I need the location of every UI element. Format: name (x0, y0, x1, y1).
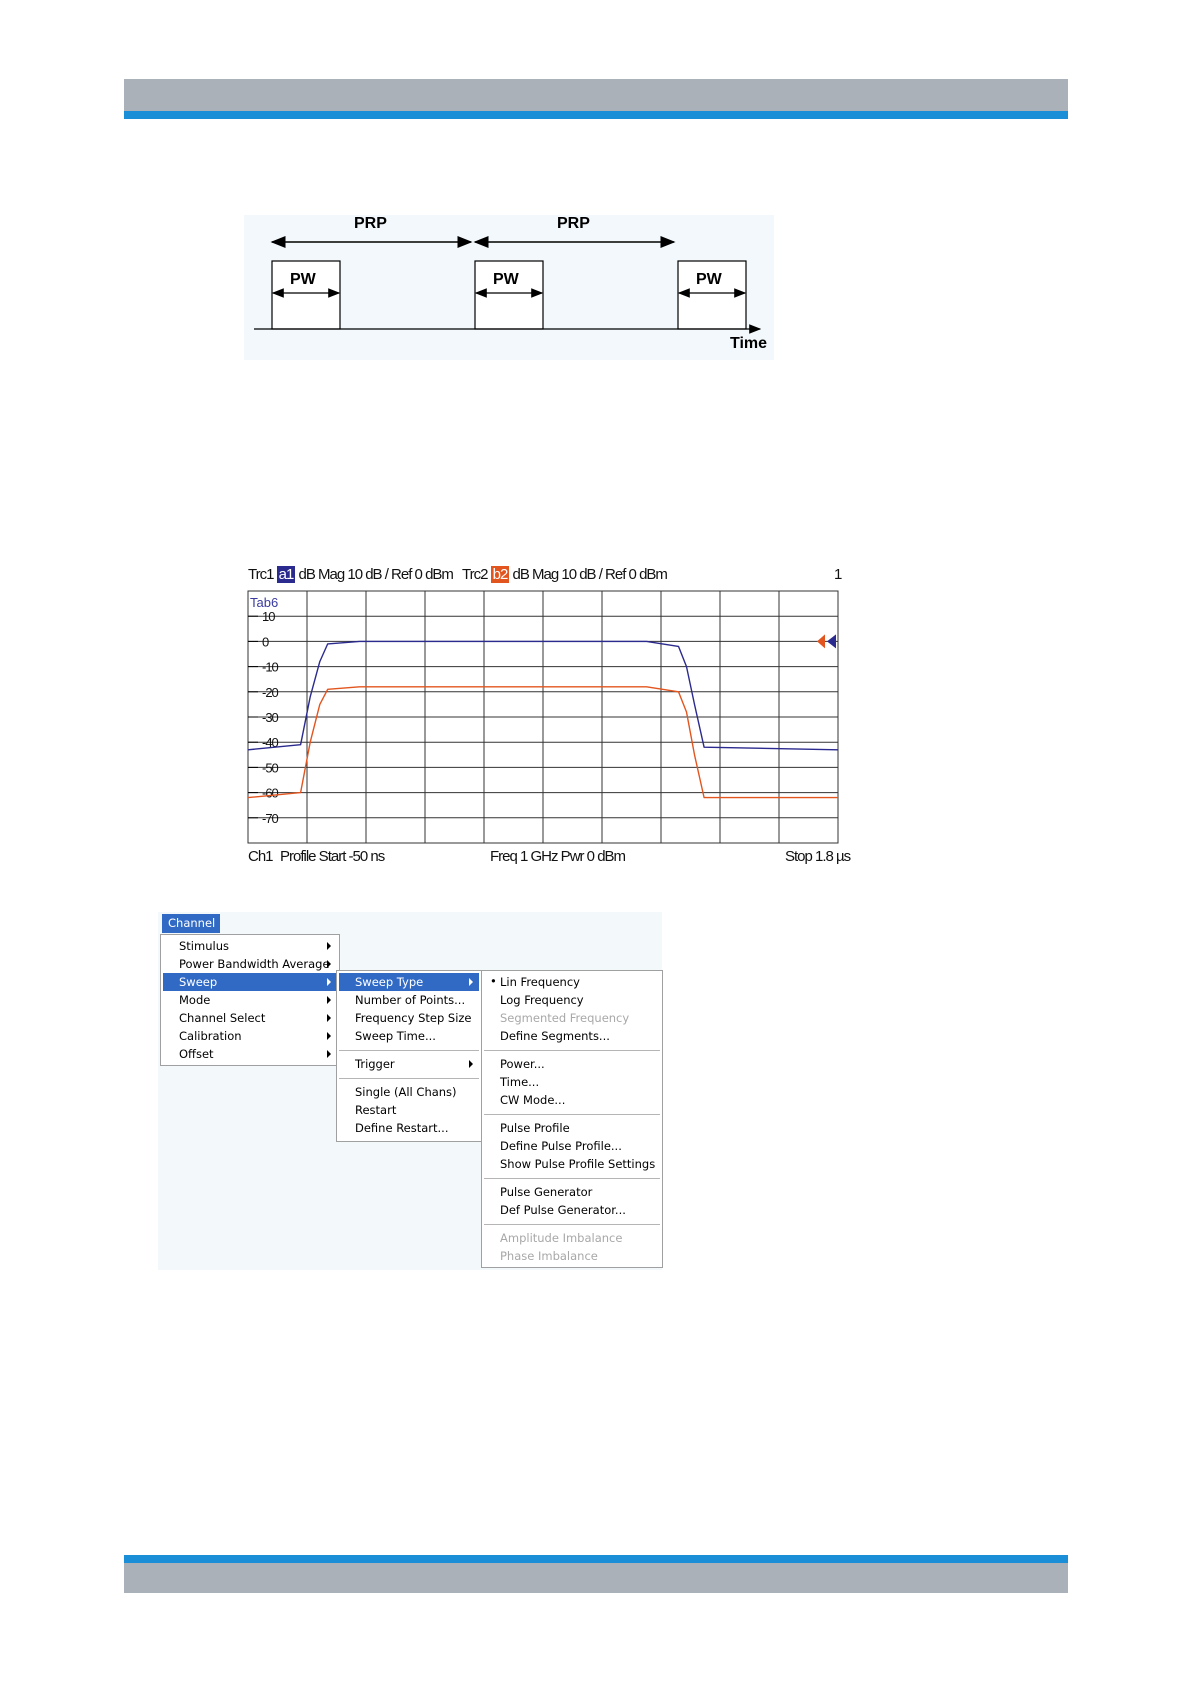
time-axis-label: Time (730, 335, 768, 352)
menu-level-3 (481, 970, 663, 1268)
menu-item-amplitude-imbalance[interactable] (484, 1229, 660, 1247)
menu-item-cw-mode[interactable] (484, 1091, 660, 1109)
menu-item-segmented-frequency[interactable] (484, 1009, 660, 1027)
header-accent-line (124, 111, 1068, 119)
menu-item-label: Lin Frequency (500, 975, 580, 989)
menu-item-label: Def Pulse Generator... (500, 1203, 626, 1217)
menu-item-restart[interactable] (339, 1101, 479, 1119)
submenu-arrow-icon (327, 1014, 331, 1022)
submenu-arrow-icon (327, 960, 331, 968)
footer-center: Freq 1 GHz Pwr 0 dBm (490, 848, 626, 865)
y-tick-label: -50 (262, 760, 278, 776)
header-bar (124, 79, 1068, 111)
menu-item-sweep[interactable] (163, 973, 337, 991)
submenu-arrow-icon (327, 942, 331, 950)
footer-stop: Stop 1.8 µs (785, 848, 851, 865)
submenu-arrow-icon (469, 1060, 473, 1068)
submenu-arrow-icon (327, 1050, 331, 1058)
menu-item-show-pulse-profile-settings[interactable] (484, 1155, 660, 1173)
menu-separator (484, 1224, 660, 1225)
menu-item-label: Pulse Profile (500, 1121, 570, 1135)
menu-item-calibration[interactable] (163, 1027, 337, 1045)
menu-separator (484, 1050, 660, 1051)
prp-label-2: PRP (557, 215, 590, 232)
menu-item-label: Sweep Time... (355, 1029, 436, 1043)
menu-item-define-pulse-profile[interactable] (484, 1137, 660, 1155)
menu-item-label: Single (All Chans) (355, 1085, 457, 1099)
menu-item-label: Power Bandwidth Average (179, 957, 330, 971)
trc1-scale: dB Mag 10 dB / Ref 0 dBm (298, 566, 453, 583)
y-tick-label: -60 (262, 785, 278, 801)
menu-item-label: Amplitude Imbalance (500, 1231, 623, 1245)
prp-label-1: PRP (354, 215, 387, 232)
menu-item-label: CW Mode... (500, 1093, 566, 1107)
trc2-meas-chip: b2 (492, 566, 508, 583)
menu-item-label: Trigger (355, 1057, 395, 1071)
menu-item-stimulus[interactable] (163, 937, 337, 955)
menu-item-label: Phase Imbalance (500, 1249, 598, 1263)
menu-item-label: Sweep Type (355, 975, 424, 989)
menu-item-label: Time... (500, 1075, 540, 1089)
channel-menu-tab[interactable]: Channel (162, 914, 220, 933)
footer-accent-line (124, 1555, 1068, 1563)
footer-bar (124, 1563, 1068, 1593)
menu-item-label: Mode (179, 993, 211, 1007)
channel-menu-screenshot (158, 912, 662, 1270)
menu-item-sweep-type[interactable] (339, 973, 479, 991)
menu-item-frequency-step-size[interactable] (339, 1009, 479, 1027)
pw-label-1: PW (290, 271, 316, 288)
menu-item-label: Number of Points... (355, 993, 466, 1007)
menu-item-label: Calibration (179, 1029, 242, 1043)
menu-item-power[interactable] (484, 1055, 660, 1073)
menu-item-label: Stimulus (179, 939, 229, 953)
menu-separator (484, 1114, 660, 1115)
menu-item-label: Show Pulse Profile Settings (500, 1157, 656, 1171)
menu-item-label: Define Pulse Profile... (500, 1139, 622, 1153)
menu-item-time[interactable] (484, 1073, 660, 1091)
pw-label-3: PW (696, 271, 722, 288)
menu-item-channel-select[interactable] (163, 1009, 337, 1027)
menu-item-label: Pulse Generator (500, 1185, 593, 1199)
trace-plot (244, 566, 844, 868)
y-tick-label: -10 (262, 659, 278, 675)
submenu-arrow-icon (327, 1032, 331, 1040)
menu-item-number-of-points[interactable] (339, 991, 479, 1009)
menu-item-lin-frequency[interactable] (484, 973, 660, 991)
footer-start: Profile Start -50 ns (280, 848, 385, 865)
tab-label: Tab6 (250, 595, 279, 610)
menu-item-label: Frequency Step Size (355, 1011, 472, 1025)
trc1-meas-chip: a1 (278, 566, 294, 583)
menu-item-def-pulse-generator[interactable] (484, 1201, 660, 1219)
y-tick-label: -30 (262, 710, 278, 725)
trc2-scale: dB Mag 10 dB / Ref 0 dBm (512, 566, 667, 583)
menu-item-label: Define Restart... (355, 1121, 449, 1135)
menu-item-power-bandwidth-average[interactable] (163, 955, 337, 973)
channel-number: 1 (834, 566, 842, 583)
y-tick-label: -70 (262, 810, 278, 826)
menu-item-label: Power... (500, 1057, 545, 1071)
trc2-name: Trc2 (462, 566, 488, 583)
trc1-name: Trc1 (248, 566, 274, 583)
menu-separator (339, 1050, 479, 1051)
y-tick-label: 10 (262, 609, 275, 625)
menu-item-phase-imbalance[interactable] (484, 1247, 660, 1265)
y-tick-label: 0 (262, 634, 269, 650)
footer-channel: Ch1 (248, 848, 273, 865)
menu-item-label: Define Segments... (500, 1029, 610, 1043)
menu-item-pulse-generator[interactable] (484, 1183, 660, 1201)
menu-level-2 (336, 970, 482, 1142)
menu-item-trigger[interactable] (339, 1055, 479, 1073)
trace-chart (244, 566, 851, 868)
menu-item-define-segments[interactable] (484, 1027, 660, 1045)
menu-item-label: Segmented Frequency (500, 1011, 630, 1025)
checked-bullet-icon: • (490, 974, 497, 988)
menu-item-log-frequency[interactable] (484, 991, 660, 1009)
menu-item-label: Log Frequency (500, 993, 584, 1007)
menu-item-label: Restart (355, 1103, 397, 1117)
menu-item-sweep-time[interactable] (339, 1027, 479, 1045)
menu-separator (484, 1178, 660, 1179)
menu-level-1 (160, 934, 340, 1066)
submenu-arrow-icon (327, 996, 331, 1004)
menu-item-single-all-chans[interactable] (339, 1083, 479, 1101)
menu-separator (339, 1078, 479, 1079)
submenu-arrow-icon (469, 978, 473, 986)
menu-item-label: Sweep (179, 975, 218, 989)
pw-label-2: PW (493, 271, 519, 288)
menu-item-mode[interactable] (163, 991, 337, 1009)
menu-item-label: Offset (179, 1047, 214, 1061)
menu-item-pulse-profile[interactable] (484, 1119, 660, 1137)
y-tick-label: -40 (262, 735, 278, 751)
y-tick-label: -20 (262, 684, 278, 700)
menu-item-define-restart[interactable] (339, 1119, 479, 1137)
pulse-timing-diagram (244, 215, 774, 360)
menu-item-offset[interactable] (163, 1045, 337, 1063)
submenu-arrow-icon (327, 978, 331, 986)
menu-item-label: Channel Select (179, 1011, 266, 1025)
